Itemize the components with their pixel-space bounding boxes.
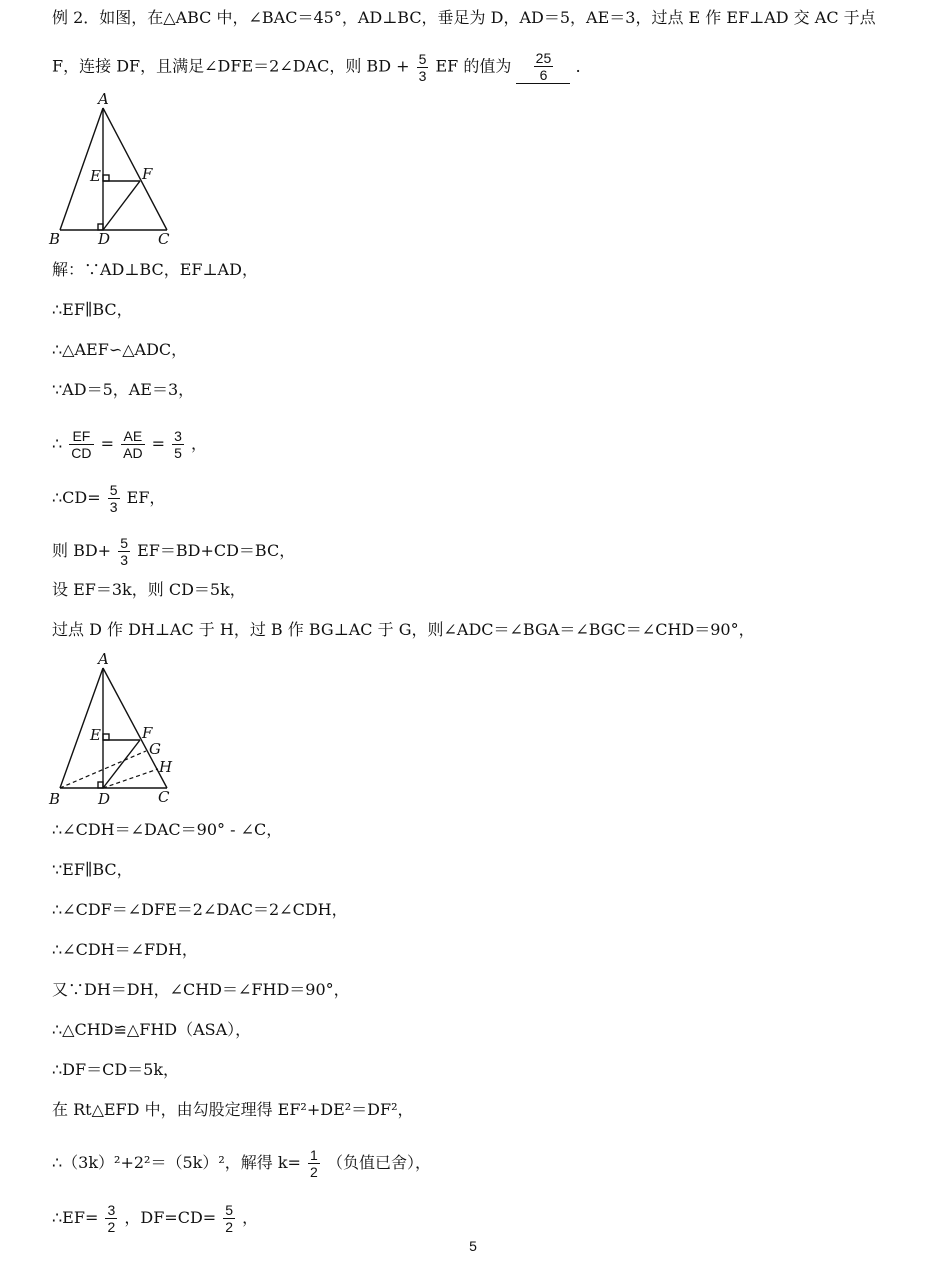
text-segment: ∴（3k）²+2²＝（5k）²，解得 k= — [52, 1153, 301, 1172]
fraction-five-halves — [223, 1202, 235, 1235]
solution-line-11: ∵EF∥BC， — [52, 860, 133, 879]
solution-line-9: 过点 D 作 DH⊥AC 于 H，过 B 作 BG⊥AC 于 G，则∠ADC＝∠BGA＝∠BGC＝∠CHD＝90°， — [52, 620, 755, 639]
solution-line-17: 在 Rt△EFD 中，由勾股定理得 EF²+DE²＝DF²， — [52, 1100, 414, 1119]
solution-line-1: 解：∵AD⊥BC，EF⊥AD， — [52, 260, 258, 279]
label-H: H — [159, 758, 173, 776]
fraction-denominator: 3 — [109, 499, 118, 515]
text-segment: ，DF=CD= — [124, 1208, 217, 1227]
fraction-denominator: 5 — [174, 445, 182, 461]
answer-numerator: 25 — [535, 50, 552, 66]
fraction-numerator: AE — [121, 428, 144, 445]
problem-line-2-mid: EF 的值为 — [435, 56, 512, 76]
label-E: E — [90, 726, 101, 744]
page-number: 5 — [469, 1238, 477, 1254]
solution-line-19 — [52, 1202, 258, 1235]
figure-1-triangle — [45, 88, 185, 253]
label-F: F — [142, 165, 153, 183]
label-D: D — [98, 230, 111, 248]
figure-2-triangle — [45, 648, 195, 816]
solution-line-12: ∴∠CDF＝∠DFE＝2∠DAC＝2∠CDH， — [52, 900, 348, 919]
text-segment: ， — [242, 1208, 259, 1227]
text-segment: EF， — [126, 488, 166, 507]
equals-sign: = — [151, 434, 166, 453]
label-C: C — [158, 230, 170, 248]
fraction-denominator: 2 — [107, 1219, 116, 1235]
label-C: C — [158, 788, 170, 806]
fraction-denominator: 3 — [120, 552, 128, 568]
label-F: F — [142, 724, 153, 742]
answer-fraction — [534, 50, 554, 83]
solution-line-8: 设 EF＝3k，则 CD＝5k， — [52, 580, 246, 599]
label-B: B — [49, 230, 61, 248]
solution-line-5 — [52, 428, 207, 461]
solution-line-18 — [52, 1147, 431, 1180]
fraction-three-halves — [105, 1202, 117, 1235]
fraction-denominator: 3 — [418, 67, 427, 84]
text-segment: 则 BD+ — [52, 541, 112, 560]
fraction-three-fifths — [172, 428, 184, 461]
label-A: A — [98, 90, 109, 108]
fraction-denominator: 2 — [310, 1164, 318, 1180]
fraction-numerator: 5 — [225, 1202, 234, 1218]
solution-line-13: ∴∠CDH＝∠FDH， — [52, 940, 198, 959]
label-A: A — [98, 650, 109, 668]
fraction-five-thirds — [118, 535, 130, 568]
solution-line-3: ∴△AEF∽△ADC， — [52, 340, 188, 359]
solution-line-16: ∴DF＝CD＝5k， — [52, 1060, 180, 1079]
fraction-numerator: 5 — [418, 50, 427, 67]
solution-line-10: ∴∠CDH＝∠DAC＝90° - ∠C， — [52, 820, 283, 839]
fraction-numerator: 5 — [109, 482, 118, 498]
fraction-numerator: 1 — [310, 1147, 318, 1163]
solution-line-7 — [52, 535, 295, 568]
fraction-denominator: CD — [71, 445, 92, 461]
solution-line-15: ∴△CHD≌△FHD（ASA）， — [52, 1020, 252, 1039]
answer-blank — [516, 50, 570, 84]
fraction-numerator: 3 — [174, 428, 182, 444]
answer-denominator: 6 — [539, 67, 548, 83]
fraction-numerator: 5 — [120, 535, 128, 551]
text-segment: （负值已舍）， — [326, 1153, 431, 1172]
solution-line-6 — [52, 482, 165, 515]
equals-sign: = — [100, 434, 115, 453]
solution-line-4: ∵AD＝5，AE＝3， — [52, 380, 195, 399]
label-G: G — [149, 740, 161, 758]
fraction-denominator: AD — [123, 445, 143, 461]
fraction-numerator: 3 — [107, 1202, 116, 1218]
label-B: B — [49, 790, 61, 808]
text-segment: ∴EF= — [52, 1208, 99, 1227]
label-D: D — [98, 790, 111, 808]
text-segment: ∴CD= — [52, 488, 101, 507]
problem-line-1: 例 2．如图，在△ABC 中，∠BAC＝45°，AD⊥BC，垂足为 D，AD＝5，AE＝3，过点 E 作 EF⊥AD 交 AC 于点 — [52, 8, 876, 27]
fraction-ef-cd — [69, 428, 93, 461]
fraction-five-thirds — [417, 51, 429, 84]
solution-line-2: ∴EF∥BC， — [52, 300, 133, 319]
therefore-symbol: ∴ — [52, 434, 63, 453]
solution-line-14: 又∵DH＝DH，∠CHD＝∠FHD＝90°， — [52, 980, 350, 999]
problem-line-2-pre: F，连接 DF，且满足∠DFE＝2∠DAC，则 BD + — [52, 56, 410, 76]
fraction-five-thirds — [108, 482, 120, 515]
problem-line-2-end: ． — [575, 56, 592, 76]
fraction-ae-ad — [121, 428, 144, 461]
text-segment: EF＝BD+CD＝BC， — [137, 541, 296, 560]
label-E: E — [90, 167, 101, 185]
comma: ， — [191, 434, 208, 453]
fraction-numerator: EF — [69, 428, 93, 445]
fraction-denominator: 2 — [225, 1219, 234, 1235]
problem-line-2 — [52, 50, 592, 84]
fraction-one-half — [308, 1147, 320, 1180]
